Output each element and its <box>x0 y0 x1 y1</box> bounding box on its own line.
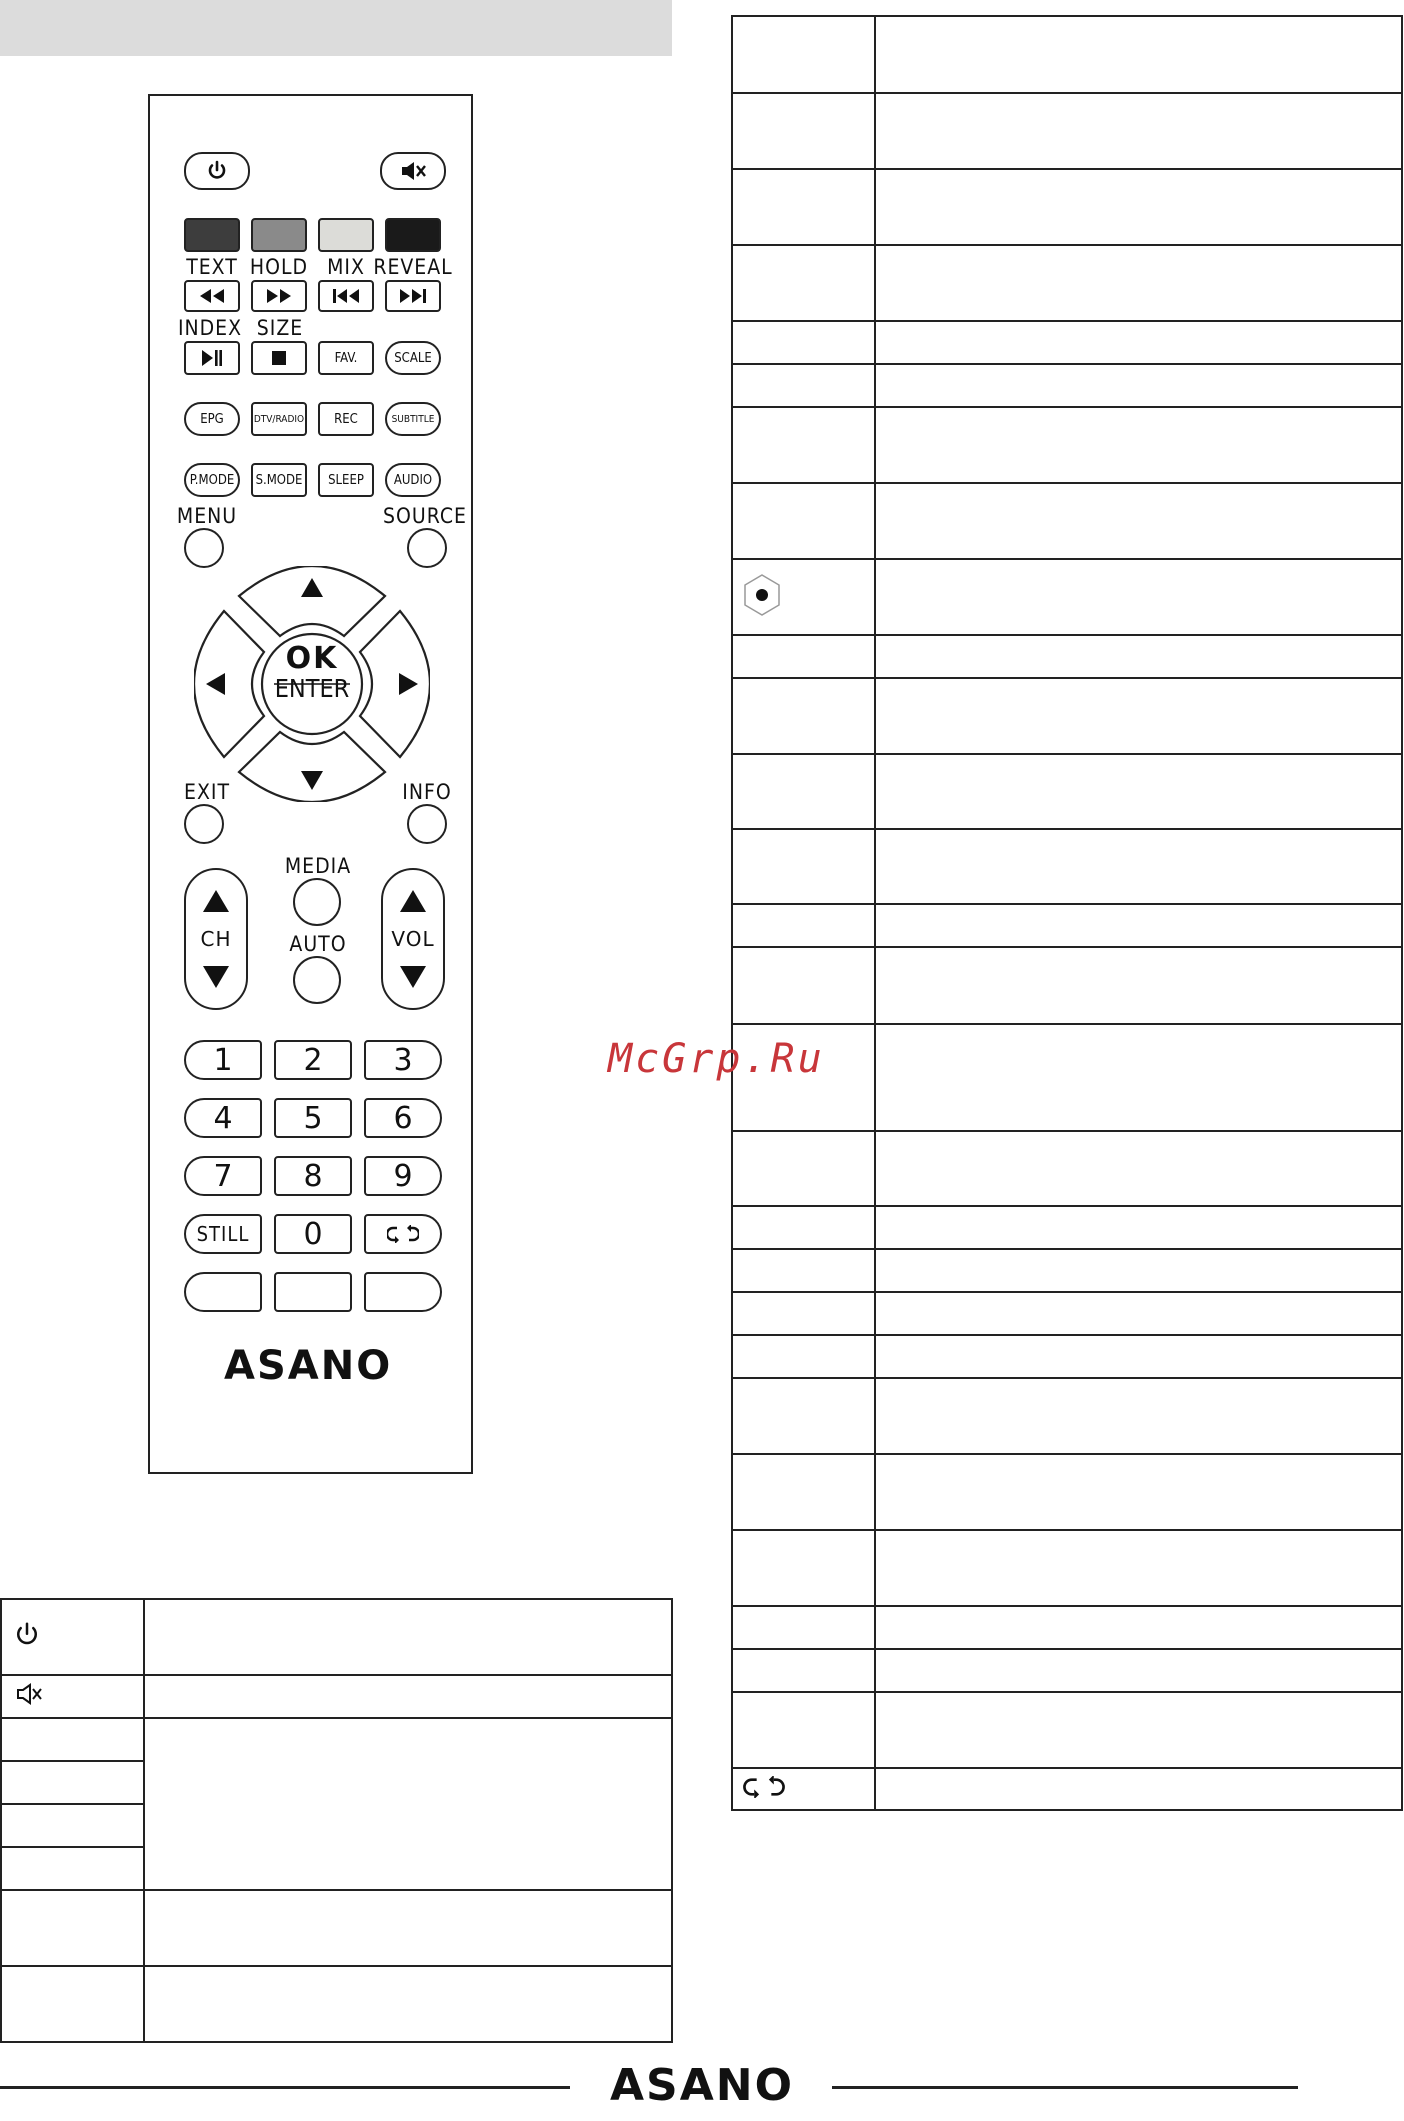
table-row <box>732 1606 1402 1649</box>
description-cell <box>144 1675 672 1718</box>
digit-8-button[interactable]: 8 <box>274 1156 352 1196</box>
left-key[interactable] <box>194 611 264 757</box>
key-cell <box>1 1966 144 2042</box>
description-cell <box>875 1768 1402 1810</box>
left-key-table <box>0 1598 673 2043</box>
description-cell <box>875 169 1402 245</box>
description-cell <box>875 1530 1402 1606</box>
key-cell <box>1 1890 144 1966</box>
red-key[interactable] <box>184 218 240 252</box>
description-cell <box>875 1292 1402 1335</box>
ch-label: CH <box>200 927 232 951</box>
table-row <box>732 829 1402 904</box>
table-row <box>732 947 1402 1024</box>
subtitle-button[interactable]: SUBTITLE <box>385 402 441 436</box>
description-cell <box>875 1206 1402 1249</box>
table-row <box>732 364 1402 407</box>
key-cell <box>732 559 875 635</box>
remote-control <box>148 94 473 1474</box>
description-cell <box>875 1454 1402 1530</box>
description-cell <box>875 364 1402 407</box>
key-cell <box>732 1249 875 1292</box>
footer-rule-left <box>0 2086 570 2089</box>
key-cell <box>732 364 875 407</box>
enter-label: ENTER <box>274 674 350 703</box>
fav-button[interactable]: FAV. <box>318 341 374 375</box>
description-cell <box>875 1131 1402 1206</box>
key-cell <box>732 1768 875 1810</box>
source-label: SOURCE <box>383 504 467 528</box>
description-cell <box>875 1606 1402 1649</box>
scale-button[interactable]: SCALE <box>385 341 441 375</box>
key-cell <box>1 1847 144 1890</box>
size-label: SIZE <box>256 316 304 340</box>
rewind-button[interactable] <box>184 280 240 312</box>
volume-up-icon[interactable] <box>400 890 426 912</box>
watermark: McGrp.Ru <box>608 1036 825 1082</box>
right-key[interactable] <box>360 611 430 757</box>
table-row <box>732 1530 1402 1606</box>
key-cell <box>732 1649 875 1692</box>
next-icon <box>399 289 427 303</box>
menu-button[interactable] <box>184 528 224 568</box>
key-cell <box>732 904 875 947</box>
description-cell <box>875 904 1402 947</box>
info-label: INFO <box>402 780 452 804</box>
down-key[interactable] <box>239 732 385 802</box>
description-cell <box>875 1378 1402 1454</box>
description-cell <box>144 1966 672 2042</box>
audio-button[interactable]: AUDIO <box>385 463 441 497</box>
description-cell <box>875 483 1402 559</box>
channel-rocker[interactable] <box>184 868 248 1010</box>
digit-2-button[interactable]: 2 <box>274 1040 352 1080</box>
key-cell <box>732 16 875 93</box>
table-row <box>732 1249 1402 1292</box>
blank-right-button[interactable] <box>364 1272 442 1312</box>
source-button[interactable] <box>407 528 447 568</box>
power-icon <box>205 159 229 183</box>
dtv-radio-button[interactable]: DTV/RADIO <box>251 402 307 436</box>
description-cell <box>875 1692 1402 1768</box>
description-cell <box>875 559 1402 635</box>
mix-label: MIX <box>327 255 365 279</box>
key-cell <box>1 1761 144 1804</box>
rewind-icon <box>199 289 225 303</box>
table-row <box>732 678 1402 754</box>
table-row <box>732 635 1402 678</box>
vol-label: VOL <box>391 927 435 951</box>
digit-3-button[interactable]: 3 <box>364 1040 442 1080</box>
table-row <box>732 1768 1402 1810</box>
reveal-label: REVEAL <box>373 255 453 279</box>
auto-label: AUTO <box>289 932 347 956</box>
key-cell <box>732 1206 875 1249</box>
key-cell <box>732 169 875 245</box>
table-row <box>732 1335 1402 1378</box>
text-label: TEXT <box>186 255 238 279</box>
description-cell <box>875 829 1402 904</box>
ok-label: OK <box>285 641 339 676</box>
description-cell <box>875 93 1402 169</box>
table-row <box>1 1675 672 1718</box>
key-cell <box>732 829 875 904</box>
description-cell <box>875 947 1402 1024</box>
previous-icon <box>332 289 360 303</box>
key-cell <box>732 635 875 678</box>
menu-label: MENU <box>176 504 238 528</box>
green-key[interactable] <box>251 218 307 252</box>
bullet-icon <box>743 573 781 617</box>
key-cell <box>732 1454 875 1530</box>
header-band <box>0 0 672 56</box>
key-cell <box>732 407 875 483</box>
key-cell <box>1 1599 144 1675</box>
table-row <box>732 407 1402 483</box>
table-row <box>732 559 1402 635</box>
description-cell <box>144 1890 672 1966</box>
digit-0-button[interactable]: 0 <box>274 1214 352 1254</box>
key-cell <box>732 1335 875 1378</box>
description-cell <box>875 407 1402 483</box>
description-cell <box>875 245 1402 321</box>
description-cell <box>875 754 1402 829</box>
key-cell <box>732 245 875 321</box>
table-row <box>732 1024 1402 1131</box>
key-cell <box>732 947 875 1024</box>
yellow-key[interactable] <box>318 218 374 252</box>
media-button[interactable] <box>293 878 341 926</box>
play-pause-icon <box>201 350 223 366</box>
right-key-table <box>731 15 1403 1811</box>
table-row <box>1 1890 672 1966</box>
description-cell <box>144 1599 672 1675</box>
table-row <box>732 1649 1402 1692</box>
table-row <box>732 1206 1402 1249</box>
digit-1-button[interactable]: 1 <box>184 1040 262 1080</box>
recall-button[interactable] <box>364 1214 442 1254</box>
power-icon <box>12 1620 42 1650</box>
stop-icon <box>272 351 286 365</box>
description-cell <box>875 1249 1402 1292</box>
mute-icon <box>12 1683 46 1705</box>
power-button[interactable] <box>184 152 250 190</box>
mute-button[interactable] <box>380 152 446 190</box>
description-cell <box>875 1649 1402 1692</box>
table-row <box>732 1454 1402 1530</box>
table-row <box>732 169 1402 245</box>
exit-button[interactable] <box>184 804 224 844</box>
table-row <box>732 321 1402 364</box>
blank-left-button[interactable] <box>184 1272 262 1312</box>
table-row <box>732 1131 1402 1206</box>
digit-7-button[interactable]: 7 <box>184 1156 262 1196</box>
table-row <box>732 1378 1402 1454</box>
key-cell <box>1 1718 144 1761</box>
digit-6-button[interactable]: 6 <box>364 1098 442 1138</box>
table-row <box>732 1692 1402 1768</box>
epg-button[interactable]: EPG <box>184 402 240 436</box>
blank-middle-button[interactable] <box>274 1272 352 1312</box>
key-cell <box>732 321 875 364</box>
description-cell <box>875 16 1402 93</box>
media-label: MEDIA <box>284 854 352 878</box>
digit-5-button[interactable]: 5 <box>274 1098 352 1138</box>
table-row <box>732 16 1402 93</box>
fast-forward-icon <box>266 289 292 303</box>
channel-down-icon[interactable] <box>203 966 229 988</box>
key-cell <box>732 93 875 169</box>
stop-button[interactable] <box>251 341 307 375</box>
picture-mode-button[interactable]: P.MODE <box>184 463 240 497</box>
blue-key[interactable] <box>385 218 441 252</box>
key-cell <box>732 754 875 829</box>
key-cell <box>732 1692 875 1768</box>
table-row <box>1 1718 672 1761</box>
volume-rocker[interactable] <box>381 868 445 1010</box>
table-row <box>732 1292 1402 1335</box>
next-button[interactable] <box>385 280 441 312</box>
info-button[interactable] <box>407 804 447 844</box>
description-cell <box>144 1718 672 1890</box>
footer-rule-right <box>832 2086 1298 2089</box>
table-row <box>732 483 1402 559</box>
digit-4-button[interactable]: 4 <box>184 1098 262 1138</box>
sound-mode-button[interactable]: S.MODE <box>251 463 307 497</box>
still-button[interactable]: STILL <box>184 1214 262 1254</box>
description-cell <box>875 1335 1402 1378</box>
description-cell <box>875 321 1402 364</box>
rec-button[interactable]: REC <box>318 402 374 436</box>
key-cell <box>1 1675 144 1718</box>
table-row <box>732 904 1402 947</box>
auto-button[interactable] <box>293 956 341 1004</box>
table-row <box>732 245 1402 321</box>
key-cell <box>732 483 875 559</box>
key-cell <box>732 1530 875 1606</box>
channel-up-icon[interactable] <box>203 890 229 912</box>
key-cell <box>732 678 875 754</box>
footer-brand-logo: ASANO <box>610 2060 795 2111</box>
digit-9-button[interactable]: 9 <box>364 1156 442 1196</box>
fast-forward-button[interactable] <box>251 280 307 312</box>
play-pause-button[interactable] <box>184 341 240 375</box>
mute-icon <box>399 160 427 182</box>
up-key[interactable] <box>239 566 385 636</box>
key-cell <box>732 1131 875 1206</box>
table-row <box>732 754 1402 829</box>
hold-label: HOLD <box>249 255 309 279</box>
volume-down-icon[interactable] <box>400 966 426 988</box>
sleep-button[interactable]: SLEEP <box>318 463 374 497</box>
key-cell <box>732 1378 875 1454</box>
key-cell <box>732 1606 875 1649</box>
description-cell <box>875 678 1402 754</box>
index-label: INDEX <box>177 316 243 340</box>
description-cell <box>875 635 1402 678</box>
key-cell <box>732 1292 875 1335</box>
table-row <box>732 93 1402 169</box>
table-row <box>1 1599 672 1675</box>
previous-button[interactable] <box>318 280 374 312</box>
key-cell <box>1 1804 144 1847</box>
remote-brand-logo: ASANO <box>224 1343 393 1389</box>
description-cell <box>875 1024 1402 1131</box>
table-row <box>1 1966 672 2042</box>
recall-icon <box>743 1776 785 1798</box>
exit-label: EXIT <box>184 780 230 804</box>
recall-icon <box>387 1225 419 1243</box>
